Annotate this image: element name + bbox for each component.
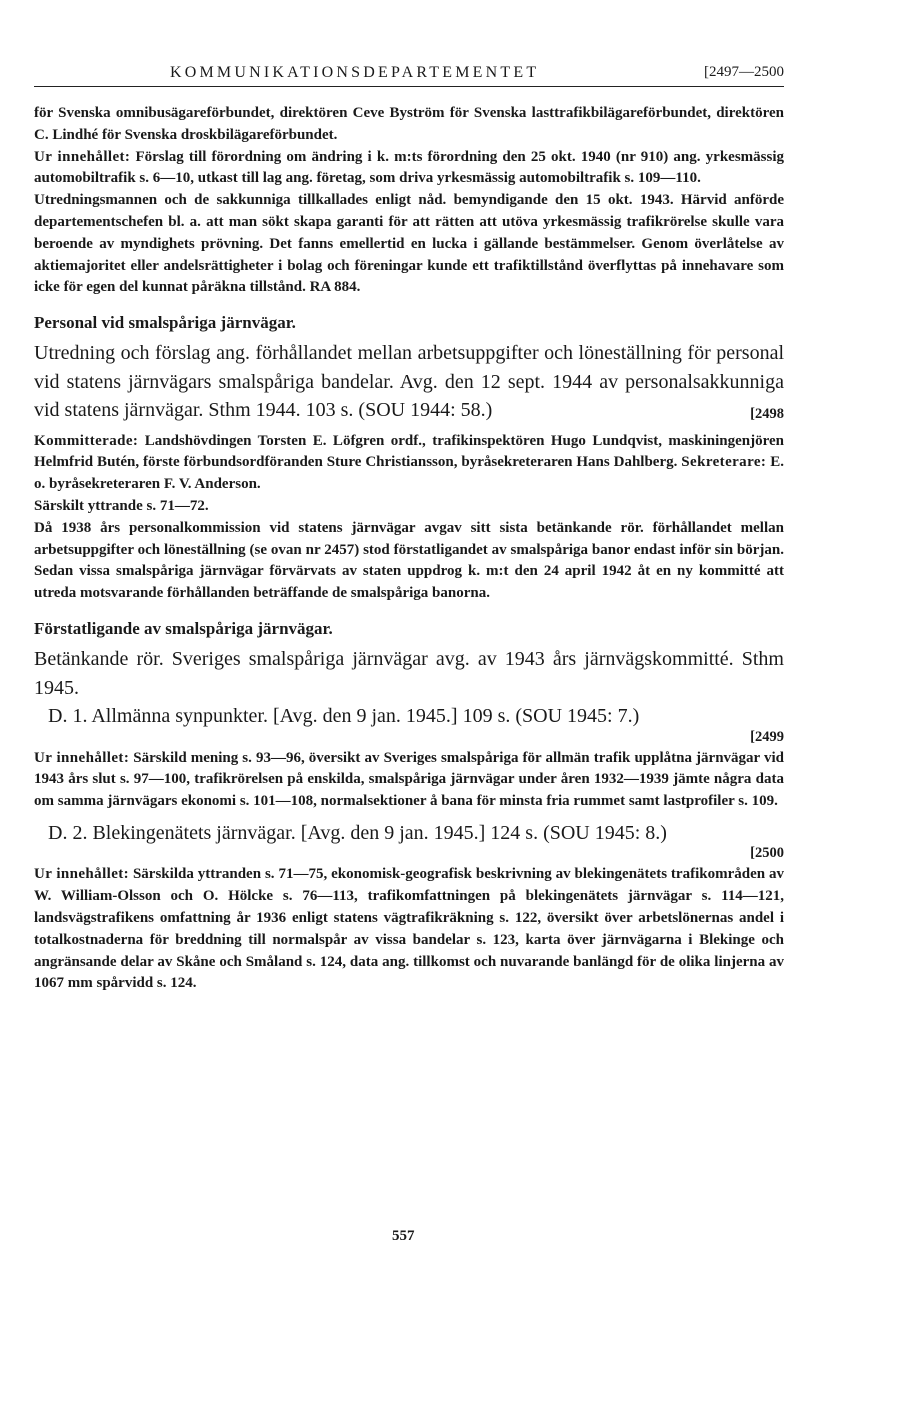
secretary-label: Sekreterare:: [681, 454, 767, 471]
paragraph-background: Utredningsmannen och de sakkunniga tillkallades enligt nåd. bemyndigande den 15 okt. 1943. Härvid anförde departementschefen bl. a. att man sökt skapa garanti för att rätten att utöva yrkesmässig trafikrörelse skulle vara beroende av myndighets prövning. Det fanns emellertid en lucka i gällande bestämmelser. Genom överlåtelse av aktiemajoritet eller andelsrättigheter i bolag och föreningar kunde ett trafiktillstånd överflyttas på innehavare som icke för egen del kunnat påräkna tillstånd. RA 884.: [34, 192, 784, 296]
entry-d1-title: D. 1. Allmänna synpunkter. [Avg. den 9 jan. 1945.] 109 s. (SOU 1945: 7.): [48, 705, 640, 728]
running-head: [34, 60, 784, 87]
entry-title-nationalisation: Betänkande rör. Sveriges smalspåriga järnvägar avg. av 1943 års järnvägskommitté. Sthm 1945.: [34, 648, 784, 699]
document-page: [34, 60, 784, 995]
paragraph-contents-summary: [34, 147, 784, 191]
contents-text: Förslag till förordning om ändring i k. m:ts förordning den 25 okt. 1940 (nr 910) ang. yrkesmässig automobiltrafik s. 6—10, utkast till lag ang. företag, som driva yrkesmässig automobiltrafik s. 109—110.: [34, 148, 784, 187]
entry-title-text: Utredning och förslag ang. förhållandet mellan arbetsuppgifter och löneställning för personal vid statens järnvägars smalspåriga bandelar. Avg. den 12 sept. 1944 av personalsakkunniga vid statens järnvägar. Sthm 1944. 103 s. (SOU 1944: 58.): [34, 342, 784, 422]
section-heading-nationalisation: Förstatligande av smalspåriga järnvägar.: [34, 619, 333, 639]
entry-title-personal: [34, 339, 784, 425]
paragraph-personnel-background: Då 1938 års personalkommission vid statens järnvägar avgav sitt sista betänkande rör. förhållandet mellan arbetsuppgifter och löneställning (se ovan nr 2457) stod förstatligandet av smalspåriga banor endast inför sin början. Sedan vissa smalspåriga järnvägar förvärvats av staten uppdrog k. m:t den 24 april 1942 åt en ny kommitté att utreda motsvarande förhållanden beträffande de smalspåriga banorna.: [34, 519, 784, 602]
entry-number-2499: [2499: [750, 728, 784, 745]
running-head-range: [2497—2500: [704, 64, 784, 80]
section-heading-personal: Personal vid smalspåriga järnvägar.: [34, 313, 296, 333]
paragraph-committee-members-cont: för Svenska omnibusägareförbundet, direktören Ceve Byström för Svenska lasttrafikbilägareförbundet, direktören C. Lindhé för Svenska droskbilägareförbundet.: [34, 105, 784, 143]
d2-contents-label: Ur innehållet:: [34, 866, 130, 883]
entry-number-2498: [2498: [750, 406, 784, 423]
paragraph-d2-contents: [34, 864, 784, 995]
d1-contents-label: Ur innehållet:: [34, 749, 130, 766]
entry-number-2500: [2500: [750, 845, 784, 862]
entry-d2-title: D. 2. Blekingenätets järnvägar. [Avg. den 9 jan. 1945.] 124 s. (SOU 1945: 8.): [48, 821, 667, 844]
running-head-title: KOMMUNIKATIONSDEPARTEMENTET: [170, 64, 540, 81]
committee-label: Kommitterade:: [34, 432, 139, 449]
committee-text: Landshövdingen Torsten E. Löfgren ordf., trafikinspektören Hugo Lundqvist, maskiningenjören Helmfrid Butén, förste förbundsordföranden Sture Christiansson, byråsekreteraren Hans Dahlberg.: [34, 432, 784, 471]
contents-label: Ur innehållet:: [34, 148, 131, 165]
paragraph-committee: [34, 431, 784, 496]
paragraph-d1-contents: [34, 748, 784, 813]
page-number: 557: [392, 1228, 415, 1244]
d2-contents-text: Särskilda yttranden s. 71—75, ekonomisk-geografisk beskrivning av blekingenätets trafikområden av W. William-Olsson och O. Hölcke s. 76—113, trafikomfattningen på blekingenätets järnvägar s. 114—121, landsvägstrafikens omfattning år 1936 enligt statens vägtrafikräkning s. 122, översikt över arbetslönernas andel i totalkostnaderna för breddning till normalspår av vissa bandelar s. 123, karta över järnvägarna i Blekinge och angränsande delar av Skåne och Småland s. 124, data ang. tillkomst och nuvarande banlängd för de olika linjerna av 1067 mm spårvidd s. 124.: [34, 866, 784, 992]
paragraph-special-statement: Särskilt yttrande s. 71—72.: [34, 498, 209, 515]
secretary-text: E. o. byråsekreteraren F. V. Anderson.: [34, 454, 784, 493]
d1-contents-text: Särskild mening s. 93—96, översikt av Sveriges smalspåriga för allmän trafik upplåtna järnvägar vid 1943 års slut s. 97—100, trafikrörelsen på enskilda, smalspåriga järnvägar under åren 1932—1939 jämte några data om samma järnvägars ekonomi s. 101—108, normalsektioner å bana för minsta fria rummet samt lastprofiler s. 109.: [34, 749, 784, 810]
